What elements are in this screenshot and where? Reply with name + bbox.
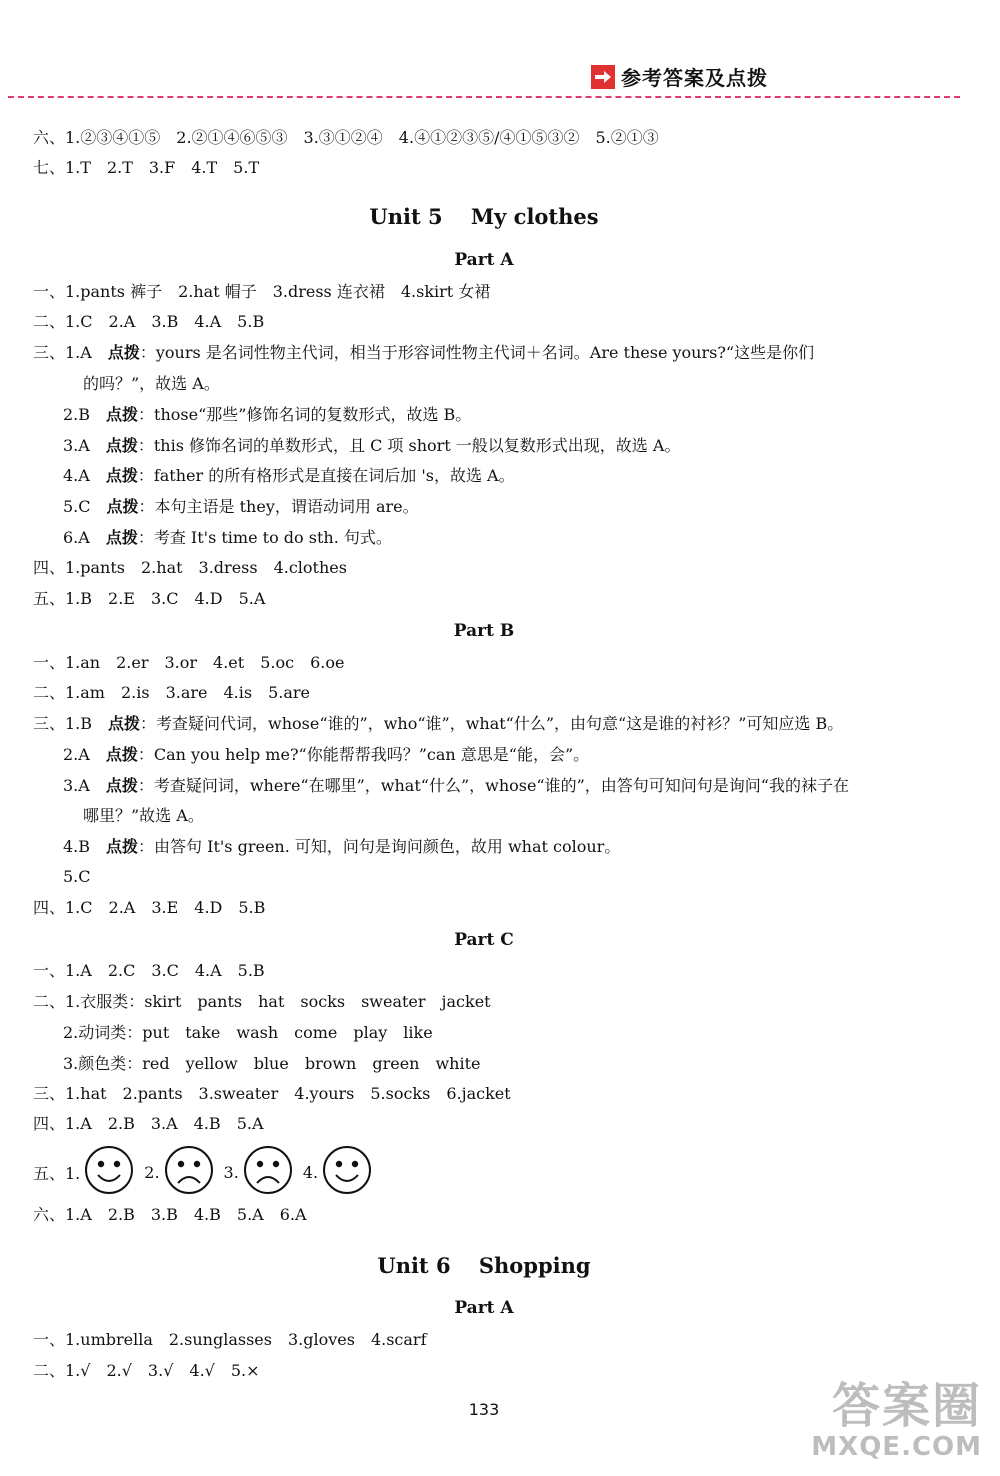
header-title: 参考答案及点拨: [621, 66, 768, 90]
page-number: 133: [468, 1400, 500, 1419]
answer-line: 2.B 点拨：those“那些”修饰名词的复数形式，故选 B。: [63, 405, 472, 424]
unit6-part-a-title: Part A: [454, 1298, 514, 1318]
answer-line: 四、1.pants 2.hat 3.dress 4.clothes: [33, 558, 347, 577]
arrow-right-icon: [591, 65, 615, 89]
face-label: 2.: [144, 1162, 160, 1182]
answer-line: 2.A 点拨：Can you help me?“你能帮帮我吗？”can 意思是“能，会”。: [63, 745, 590, 764]
hint-label: 点拨: [106, 405, 139, 424]
answer-line: 4.A 点拨：father 的所有格形式是直接在词后加 's，故选 A。: [63, 466, 515, 485]
answer-line: 的吗？”，故选 A。: [83, 374, 220, 393]
answer-line: 一、1.an 2.er 3.or 4.et 5.oc 6.oe: [33, 653, 345, 672]
answer-line: 五、1.B 2.E 3.C 4.D 5.A: [33, 589, 266, 608]
site-watermark: [811, 1380, 982, 1462]
hint-label: 点拨: [105, 466, 138, 485]
unit5-part-a-title: Part A: [454, 250, 514, 270]
answer-line: 三、1.A 点拨：yours 是名词性物主代词，相当于形容词性物主代词＋名词。Are these yours?“这些是你们: [33, 343, 815, 362]
watermark-logo-text: 答案圈: [831, 1378, 982, 1434]
answer-line: 3.A 点拨：this 修饰名词的单数形式，且 C 项 short 一般以复数形式出现，故选 A。: [63, 436, 681, 455]
answer-line: 六、1.A 2.B 3.B 4.B 5.A 6.A: [33, 1205, 307, 1224]
answer-line: 2.动词类：put take wash come play like: [63, 1023, 433, 1042]
page-header: [591, 62, 768, 91]
unit5-title: Unit 5 My clothes: [369, 204, 599, 229]
frown-face-icon: [243, 1145, 293, 1199]
unit5-part-c-title: Part C: [454, 930, 514, 950]
answer-line: 5.C 点拨：本句主语是 they，谓语动词用 are。: [63, 497, 419, 516]
answer-line: 3.A 点拨：考查疑问词，where“在哪里”，what“什么”，whose“谁的”，由答句可知问句是询问“我的袜子在: [63, 776, 849, 795]
answer-line: 一、1.A 2.C 3.C 4.A 5.B: [33, 961, 265, 980]
face-label: 3.: [223, 1162, 239, 1182]
hint-label: 点拨: [107, 343, 140, 362]
answer-line: 3.颜色类：red yellow blue brown green white: [63, 1054, 481, 1073]
faces-answer-row: [33, 1145, 382, 1199]
hint-label: 点拨: [105, 745, 138, 764]
hint-label: 点拨: [106, 497, 139, 516]
watermark-url: MXQE.COM: [811, 1432, 982, 1462]
unit5-part-b-title: Part B: [453, 621, 515, 641]
answer-line: 6.A 点拨：考查 It's time to do sth. 句式。: [63, 528, 392, 547]
face-label: 4.: [302, 1162, 319, 1182]
answer-line: 4.B 点拨：由答句 It's green. 可知，问句是询问颜色，故用 what colour。: [63, 837, 621, 856]
answer-line: 二、1.√ 2.√ 3.√ 4.√ 5.×: [33, 1361, 260, 1380]
hint-label: 点拨: [105, 776, 138, 795]
hint-label: 点拨: [105, 436, 138, 455]
hint-label: 点拨: [108, 714, 141, 733]
answer-line: 二、1.am 2.is 3.are 4.is 5.are: [33, 683, 311, 702]
answer-line: 5.C: [63, 867, 91, 886]
hint-label: 点拨: [106, 837, 139, 856]
smile-face-icon: [84, 1145, 134, 1199]
answer-line: 二、1.C 2.A 3.B 4.A 5.B: [33, 312, 265, 331]
unit6-title: Unit 6 Shopping: [377, 1253, 591, 1278]
header-divider: [8, 96, 960, 98]
answer-line: 一、1.umbrella 2.sunglasses 3.gloves 4.scarf: [33, 1330, 427, 1349]
answer-line: 六、1.②③④①⑤ 2.②①④⑥⑤③ 3.③①②④ 4.④①②③⑤/④①⑤③② 5.②①③: [33, 128, 659, 147]
faces-row-prefix: 五、1.: [33, 1163, 81, 1183]
answer-line: 四、1.A 2.B 3.A 4.B 5.A: [33, 1114, 264, 1133]
answer-line: 一、1.pants 裤子 2.hat 帽子 3.dress 连衣裙 4.skirt 女裙: [33, 282, 491, 301]
frown-face-icon: [164, 1145, 214, 1199]
smile-face-icon: [322, 1145, 372, 1199]
answer-line: 三、1.hat 2.pants 3.sweater 4.yours 5.socks 6.jacket: [33, 1084, 511, 1103]
answer-line: 七、1.T 2.T 3.F 4.T 5.T: [33, 158, 260, 177]
answer-line: 四、1.C 2.A 3.E 4.D 5.B: [33, 898, 266, 917]
answer-line: 三、1.B 点拨：考查疑问代词，whose“谁的”，who“谁”，what“什么”，由句意“这是谁的衬衫？”可知应选 B。: [33, 714, 844, 733]
hint-label: 点拨: [105, 528, 138, 547]
answer-line: 哪里？”故选 A。: [83, 806, 204, 825]
answer-line: 二、1.衣服类：skirt pants hat socks sweater jacket: [33, 992, 491, 1011]
